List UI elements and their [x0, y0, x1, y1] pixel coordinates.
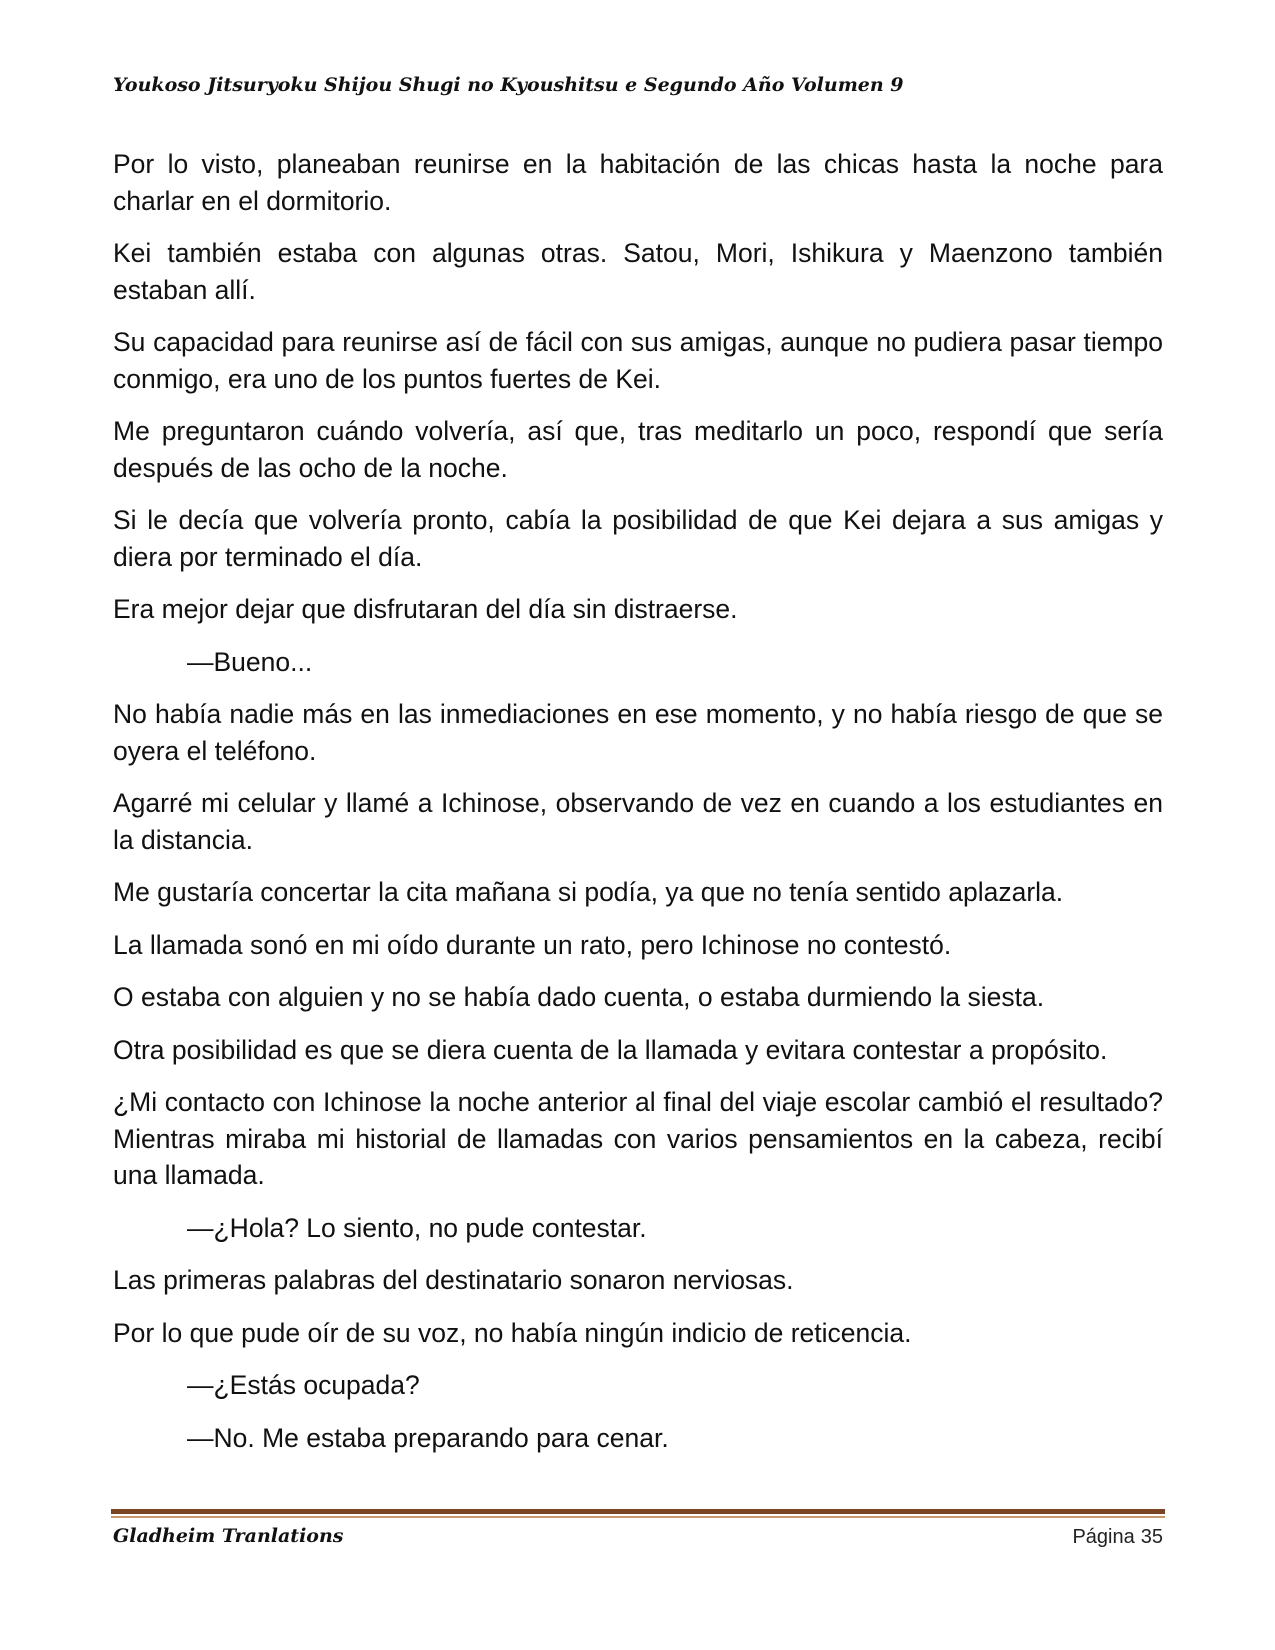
paragraph: Me preguntaron cuándo volvería, así que, tras meditarlo un poco, respondí que sería después de las ocho de la noche.	[113, 416, 1163, 483]
running-header: Youkoso Jitsuryoku Shijou Shugi no Kyoushitsu e Segundo Año Volumen 9	[113, 74, 904, 96]
footer-publisher: Gladheim Tranlations	[113, 1525, 344, 1547]
dialog-line: —Bueno...	[187, 646, 313, 677]
paragraph: Otra posibilidad es que se diera cuenta de la llamada y evitara contestar a propósito.	[113, 1034, 1108, 1065]
page-label: Página	[1072, 1526, 1135, 1548]
paragraph: ¿Mi contacto con Ichinose la noche anterior al final del viaje escolar cambió el resultado? Mientras miraba mi historial de llamadas con varios pensamientos en la cabeza, recibí una llamada.	[113, 1087, 1163, 1190]
page-number: 35	[1140, 1526, 1163, 1548]
paragraph: Por lo visto, planeaban reunirse en la habitación de las chicas hasta la noche para charlar en el dormitorio.	[113, 149, 1163, 216]
paragraph: Su capacidad para reunirse así de fácil con sus amigas, aunque no pudiera pasar tiempo conmigo, era uno de los puntos fuertes de Kei.	[113, 327, 1163, 394]
dialog-line: —No. Me estaba preparando para cenar.	[187, 1422, 669, 1453]
footer-rule-thin	[111, 1516, 1165, 1518]
paragraph: Me gustaría concertar la cita mañana si podía, ya que no tenía sentido aplazarla.	[113, 877, 1064, 907]
paragraph: Kei también estaba con algunas otras. Satou, Mori, Ishikura y Maenzono también estaban allí.	[113, 238, 1163, 305]
paragraph: Las primeras palabras del destinatario sonaron nerviosas.	[113, 1265, 794, 1295]
paragraph: Era mejor dejar que disfrutaran del día sin distraerse.	[113, 594, 738, 624]
dialog-line: —¿Estás ocupada?	[187, 1370, 420, 1400]
page-number-block	[1072, 1526, 1163, 1549]
paragraph: Si le decía que volvería pronto, cabía la posibilidad de que Kei dejara a sus amigas y diera por terminado el día.	[113, 505, 1163, 572]
dialog-line: —¿Hola? Lo siento, no pude contestar.	[187, 1212, 647, 1243]
body-text	[113, 146, 1163, 1472]
footer-rule	[111, 1509, 1165, 1514]
paragraph: Por lo que pude oír de su voz, no había ningún indicio de reticencia.	[113, 1317, 912, 1348]
paragraph: O estaba con alguien y no se había dado cuenta, o estaba durmiendo la siesta.	[113, 982, 1045, 1012]
paragraph: La llamada sonó en mi oído durante un rato, pero Ichinose no contestó.	[113, 929, 952, 960]
paragraph: No había nadie más en las inmediaciones en ese momento, y no había riesgo de que se oyera el teléfono.	[113, 699, 1163, 766]
paragraph: Agarré mi celular y llamé a Ichinose, observando de vez en cuando a los estudiantes en la distancia.	[113, 788, 1163, 855]
